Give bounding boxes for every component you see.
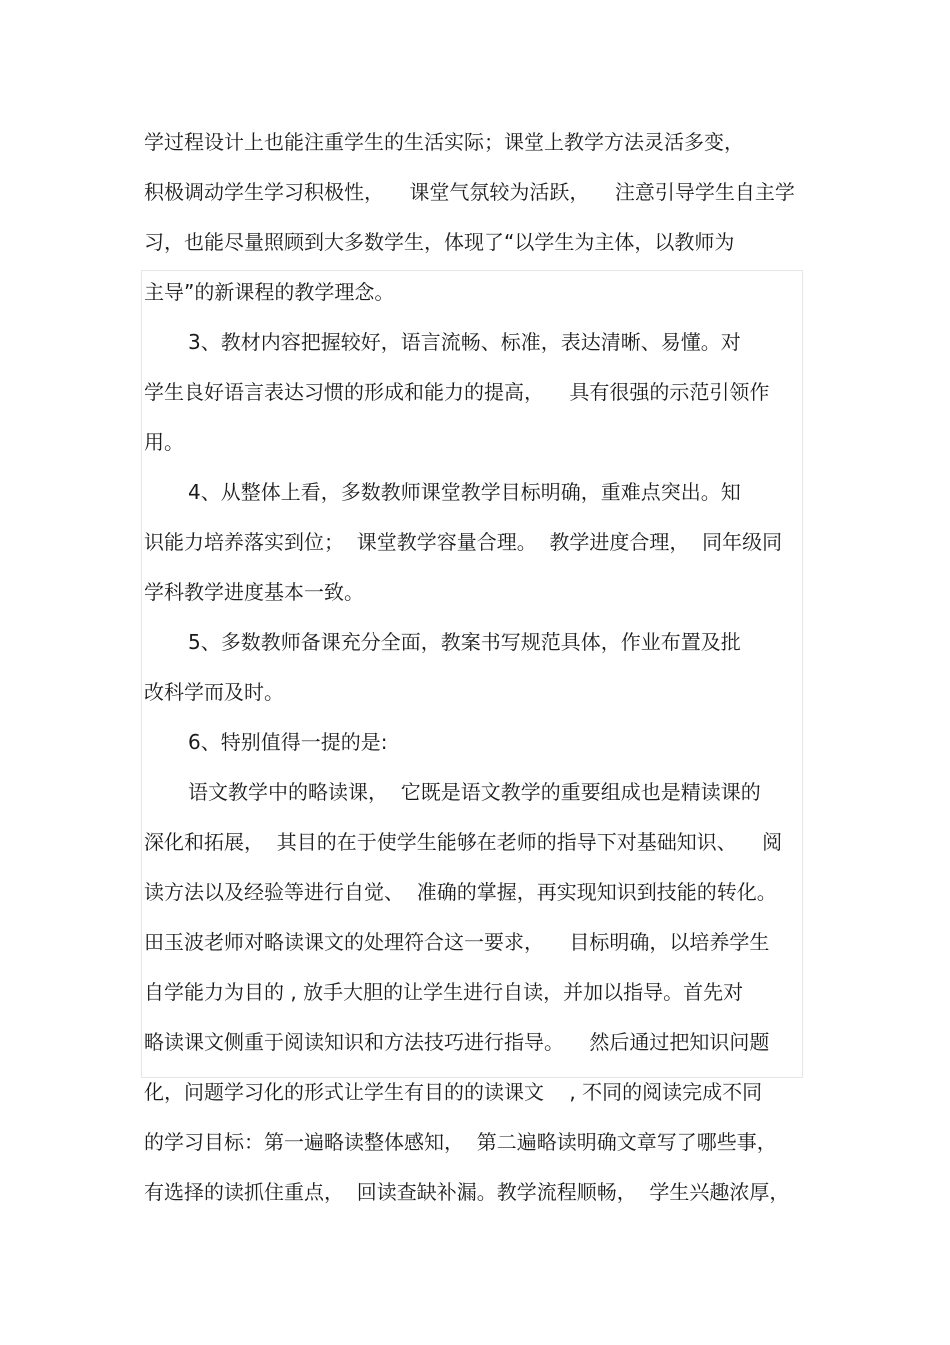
text-line-9: 识能力培养落实到位； 课堂教学容量合理。 教学进度合理， 同年级同: [144, 530, 783, 554]
text-line-7: 用。: [144, 430, 184, 454]
text-line-14: 语文教学中的略读课， 它既是语文教学的重要组成也是精读课的: [188, 780, 761, 804]
text-line-11: 5、多数教师备课充分全面，教案书写规范具体，作业布置及批: [188, 630, 741, 654]
text-line-13: 6、特别值得一提的是:: [188, 730, 388, 754]
body-text: [144, 117, 806, 1217]
text-line-5: 3、教材内容把握较好，语言流畅、标准，表达清晰、易懂。对: [188, 330, 741, 354]
text-line-2: 积极调动学生学习积极性， 课堂气氛较为活跃， 注意引导学生自主学: [144, 180, 795, 204]
text-line-12: 改科学而及时。: [144, 680, 284, 704]
text-line-8: 4、从整体上看，多数教师课堂教学目标明确，重难点突出。知: [188, 480, 741, 504]
text-line-22: 有选择的读抓住重点， 回读查缺补漏。教学流程顺畅， 学生兴趣浓厚，: [144, 1180, 790, 1204]
text-line-21: 的学习目标：第一遍略读整体感知， 第二遍略读明确文章写了哪些事，: [144, 1130, 777, 1154]
text-line-10: 学科教学进度基本一致。: [144, 580, 364, 604]
text-line-20: 化，问题学习化的形式让学生有目的的读课文 , 不同的阅读完成不同: [144, 1080, 763, 1104]
text-line-4: 主导”的新课程的教学理念。: [144, 280, 395, 304]
text-line-3: 习，也能尽量照顾到大多数学生，体现了“以学生为主体，以教师为: [144, 230, 735, 254]
text-line-18: 自学能力为目的 , 放手大胆的让学生进行自读，并加以指导。首先对: [144, 980, 744, 1004]
text-line-19: 略读课文侧重于阅读知识和方法技巧进行指导。 然后通过把知识问题: [144, 1030, 770, 1054]
text-line-6: 学生良好语言表达习惯的形成和能力的提高， 具有很强的示范引领作: [144, 380, 770, 404]
text-line-17: 田玉波老师对略读课文的处理符合这一要求， 目标明确，以培养学生: [144, 930, 770, 954]
text-line-15: 深化和拓展， 其目的在于使学生能够在老师的指导下对基础知识、 阅: [144, 830, 783, 854]
text-line-16: 读方法以及经验等进行自觉、 准确的掌握，再实现知识到技能的转化。: [144, 880, 777, 904]
text-line-1: 学过程设计上也能注重学生的生活实际；课堂上教学方法灵活多变，: [144, 130, 744, 154]
